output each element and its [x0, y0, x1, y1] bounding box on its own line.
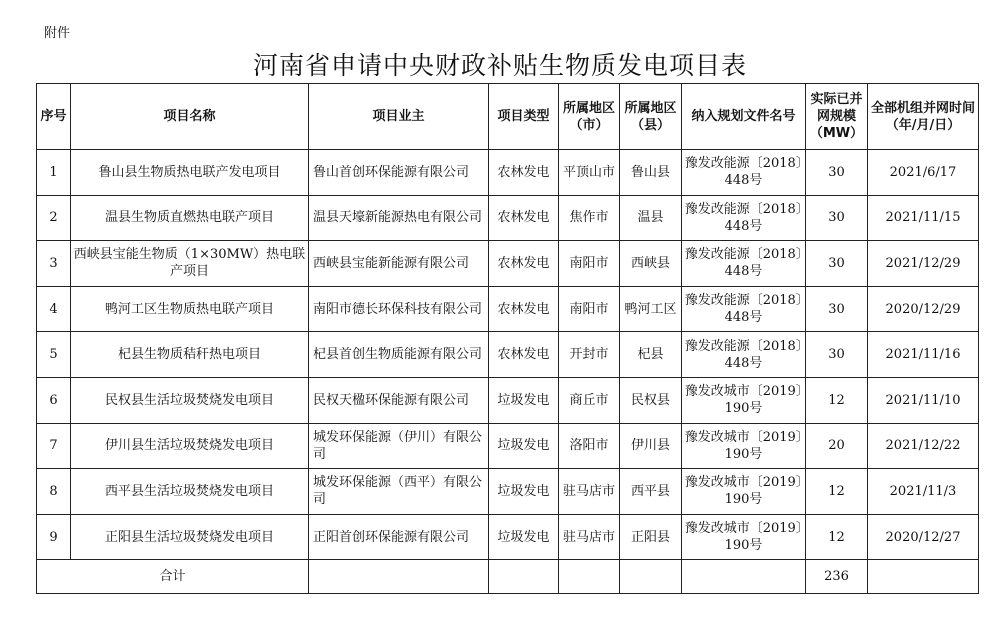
- header-date: 全部机组并网时间（年/月/日）: [868, 84, 979, 150]
- cell-date: 2021/11/10: [868, 377, 979, 423]
- cell-county: 民权县: [620, 377, 682, 423]
- header-no: 序号: [37, 84, 71, 150]
- cell-county: 鸭河工区: [620, 286, 682, 332]
- cell-city: 驻马店市: [559, 469, 620, 515]
- cell-type: 农林发电: [489, 195, 559, 241]
- table-row: [37, 469, 979, 515]
- cell-county: 西平县: [620, 469, 682, 515]
- header-owner: 项目业主: [309, 84, 489, 150]
- cell-scale: 30: [806, 241, 868, 287]
- cell-city: 驻马店市: [559, 514, 620, 560]
- table-row: [37, 423, 979, 469]
- cell-no: 9: [37, 514, 71, 560]
- cell-city: 南阳市: [559, 241, 620, 287]
- cell-date: 2021/12/29: [868, 241, 979, 287]
- cell-city: 焦作市: [559, 195, 620, 241]
- table-row: [37, 332, 979, 378]
- table-row: [37, 377, 979, 423]
- cell-type: 垃圾发电: [489, 469, 559, 515]
- cell-no: 8: [37, 469, 71, 515]
- cell-owner: 杞县首创生物质能源有限公司: [309, 332, 489, 378]
- cell-scale: 12: [806, 469, 868, 515]
- cell-type: 农林发电: [489, 286, 559, 332]
- cell-scale: 30: [806, 286, 868, 332]
- projects-table: [36, 83, 979, 594]
- cell-scale: 12: [806, 514, 868, 560]
- cell-date: 2021/6/17: [868, 150, 979, 196]
- cell-owner: 城发环保能源（西平）有限公司: [309, 469, 489, 515]
- cell-no: 4: [37, 286, 71, 332]
- cell-no: 2: [37, 195, 71, 241]
- cell-name: 鲁山县生物质热电联产发电项目: [71, 150, 309, 196]
- cell-doc: 豫发改能源〔2018〕448号: [682, 150, 806, 196]
- total-row: [37, 560, 979, 594]
- header-city: 所属地区（市）: [559, 84, 620, 150]
- cell-owner: 温县天壕新能源热电有限公司: [309, 195, 489, 241]
- cell-doc: 豫发改能源〔2018〕448号: [682, 286, 806, 332]
- cell-name: 西峡县宝能生物质（1×30MW）热电联产项目: [71, 241, 309, 287]
- total-empty: [559, 560, 620, 594]
- cell-date: 2021/12/22: [868, 423, 979, 469]
- cell-owner: 鲁山首创环保能源有限公司: [309, 150, 489, 196]
- cell-city: 南阳市: [559, 286, 620, 332]
- cell-date: 2020/12/27: [868, 514, 979, 560]
- cell-owner: 民权天楹环保能源有限公司: [309, 377, 489, 423]
- cell-doc: 豫发改能源〔2018〕448号: [682, 241, 806, 287]
- cell-doc: 豫发改城市〔2019〕190号: [682, 423, 806, 469]
- table-row: [37, 195, 979, 241]
- header-row: [37, 84, 979, 150]
- cell-type: 农林发电: [489, 241, 559, 287]
- total-empty: [620, 560, 682, 594]
- cell-type: 垃圾发电: [489, 423, 559, 469]
- cell-county: 温县: [620, 195, 682, 241]
- cell-no: 6: [37, 377, 71, 423]
- cell-county: 鲁山县: [620, 150, 682, 196]
- cell-doc: 豫发改能源〔2018〕448号: [682, 332, 806, 378]
- total-empty: [489, 560, 559, 594]
- cell-name: 伊川县生活垃圾焚烧发电项目: [71, 423, 309, 469]
- cell-date: 2020/12/29: [868, 286, 979, 332]
- cell-scale: 30: [806, 195, 868, 241]
- cell-no: 1: [37, 150, 71, 196]
- cell-name: 温县生物质直燃热电联产项目: [71, 195, 309, 241]
- cell-county: 西峡县: [620, 241, 682, 287]
- table-row: [37, 514, 979, 560]
- cell-date: 2021/11/15: [868, 195, 979, 241]
- cell-type: 垃圾发电: [489, 514, 559, 560]
- cell-name: 鸭河工区生物质热电联产项目: [71, 286, 309, 332]
- cell-scale: 20: [806, 423, 868, 469]
- header-name: 项目名称: [71, 84, 309, 150]
- total-scale: 236: [806, 560, 868, 594]
- cell-doc: 豫发改城市〔2019〕190号: [682, 377, 806, 423]
- cell-county: 杞县: [620, 332, 682, 378]
- header-county: 所属地区（县）: [620, 84, 682, 150]
- header-doc: 纳入规划文件名号: [682, 84, 806, 150]
- cell-city: 开封市: [559, 332, 620, 378]
- cell-county: 正阳县: [620, 514, 682, 560]
- cell-owner: 正阳首创环保能源有限公司: [309, 514, 489, 560]
- cell-scale: 12: [806, 377, 868, 423]
- cell-name: 杞县生物质秸秆热电项目: [71, 332, 309, 378]
- cell-name: 正阳县生活垃圾焚烧发电项目: [71, 514, 309, 560]
- cell-name: 西平县生活垃圾焚烧发电项目: [71, 469, 309, 515]
- page-title: 河南省申请中央财政补贴生物质发电项目表: [252, 51, 747, 80]
- cell-doc: 豫发改能源〔2018〕448号: [682, 195, 806, 241]
- cell-doc: 豫发改城市〔2019〕190号: [682, 514, 806, 560]
- cell-type: 农林发电: [489, 150, 559, 196]
- cell-scale: 30: [806, 150, 868, 196]
- cell-city: 商丘市: [559, 377, 620, 423]
- cell-no: 7: [37, 423, 71, 469]
- cell-city: 洛阳市: [559, 423, 620, 469]
- cell-name: 民权县生活垃圾焚烧发电项目: [71, 377, 309, 423]
- total-empty: [309, 560, 489, 594]
- total-label: 合计: [37, 560, 309, 594]
- cell-doc: 豫发改城市〔2019〕190号: [682, 469, 806, 515]
- attachment-label: 附件: [44, 26, 71, 41]
- cell-type: 垃圾发电: [489, 377, 559, 423]
- cell-date: 2021/11/16: [868, 332, 979, 378]
- table-row: [37, 286, 979, 332]
- cell-no: 3: [37, 241, 71, 287]
- cell-city: 平顶山市: [559, 150, 620, 196]
- cell-date: 2021/11/3: [868, 469, 979, 515]
- cell-no: 5: [37, 332, 71, 378]
- cell-scale: 30: [806, 332, 868, 378]
- total-empty: [682, 560, 806, 594]
- cell-owner: 西峡县宝能新能源有限公司: [309, 241, 489, 287]
- table-row: [37, 150, 979, 196]
- cell-type: 农林发电: [489, 332, 559, 378]
- cell-county: 伊川县: [620, 423, 682, 469]
- header-scale: 实际已并网规模（MW）: [806, 84, 868, 150]
- table-row: [37, 241, 979, 287]
- cell-owner: 城发环保能源（伊川）有限公司: [309, 423, 489, 469]
- cell-owner: 南阳市德长环保科技有限公司: [309, 286, 489, 332]
- header-type: 项目类型: [489, 84, 559, 150]
- total-empty: [868, 560, 979, 594]
